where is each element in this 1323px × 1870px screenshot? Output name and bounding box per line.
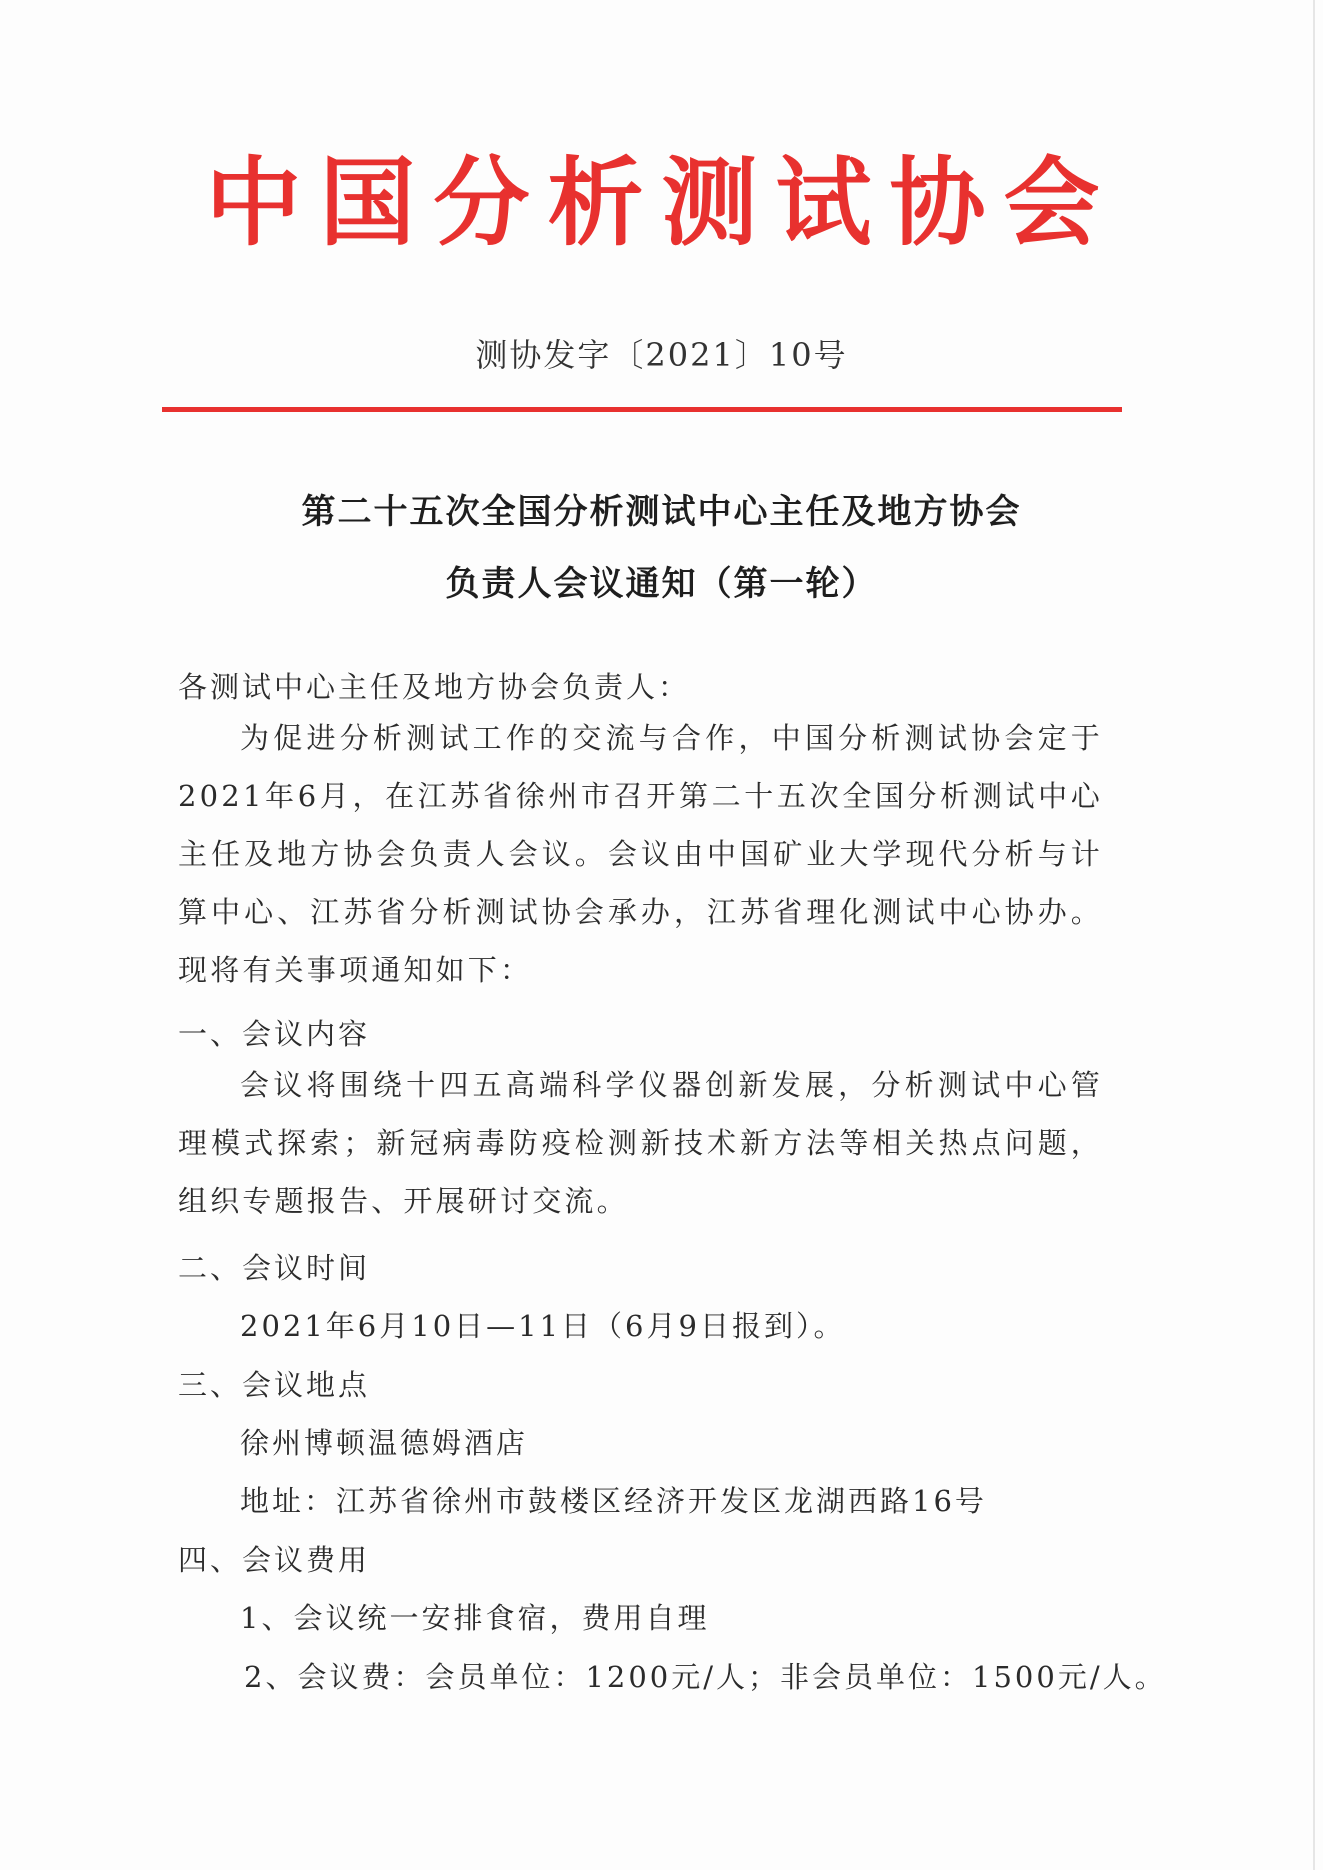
venue-address: 地址：江苏省徐州市鼓楼区经济开发区龙湖西路16号 — [240, 1484, 987, 1518]
salutation: 各测试中心主任及地方协会负责人： — [178, 670, 691, 704]
notice-title-line-2: 负责人会议通知（第一轮） — [445, 564, 878, 604]
section-heading-location: 三、会议地点 — [178, 1368, 371, 1402]
letterhead-red-rule — [162, 407, 1122, 412]
section-heading-content: 一、会议内容 — [178, 1017, 371, 1051]
scan-edge-line — [1313, 0, 1315, 1870]
fee-item-2: 2、会议费：会员单位：1200元/人；非会员单位：1500元/人。 — [244, 1660, 1167, 1694]
section-text-content: 会议将围绕十四五高端科学仪器创新发展，分析测试中心管理模式探索；新冠病毒防疫检测新技术新方法等相关热点问题，组织专题报告、开展研讨交流。 — [178, 1068, 1103, 1218]
document-number: 测协发字〔2021〕10号 — [475, 336, 848, 374]
section-text-time: 2021年6月10日—11日（6月9日报到）。 — [240, 1309, 846, 1343]
fee-item-1: 1、会议统一安排食宿，费用自理 — [240, 1601, 710, 1635]
letterhead-organization: 中国分析测试协会 — [205, 146, 1118, 259]
venue-name: 徐州博顿温德姆酒店 — [240, 1426, 529, 1460]
intro-paragraph: 为促进分析测试工作的交流与合作，中国分析测试协会定于2021年6月，在江苏省徐州市召开第二十五次全国分析测试中心主任及地方协会负责人会议。会议由中国矿业大学现代分析与计算中心、江苏省分析测试协会承办，江苏省理化测试中心协办。现将有关事项通知如下： — [178, 721, 1103, 987]
section-heading-time: 二、会议时间 — [178, 1251, 371, 1285]
section-heading-fees: 四、会议费用 — [178, 1543, 371, 1577]
notice-title-line-1: 第二十五次全国分析测试中心主任及地方协会 — [301, 492, 1022, 532]
